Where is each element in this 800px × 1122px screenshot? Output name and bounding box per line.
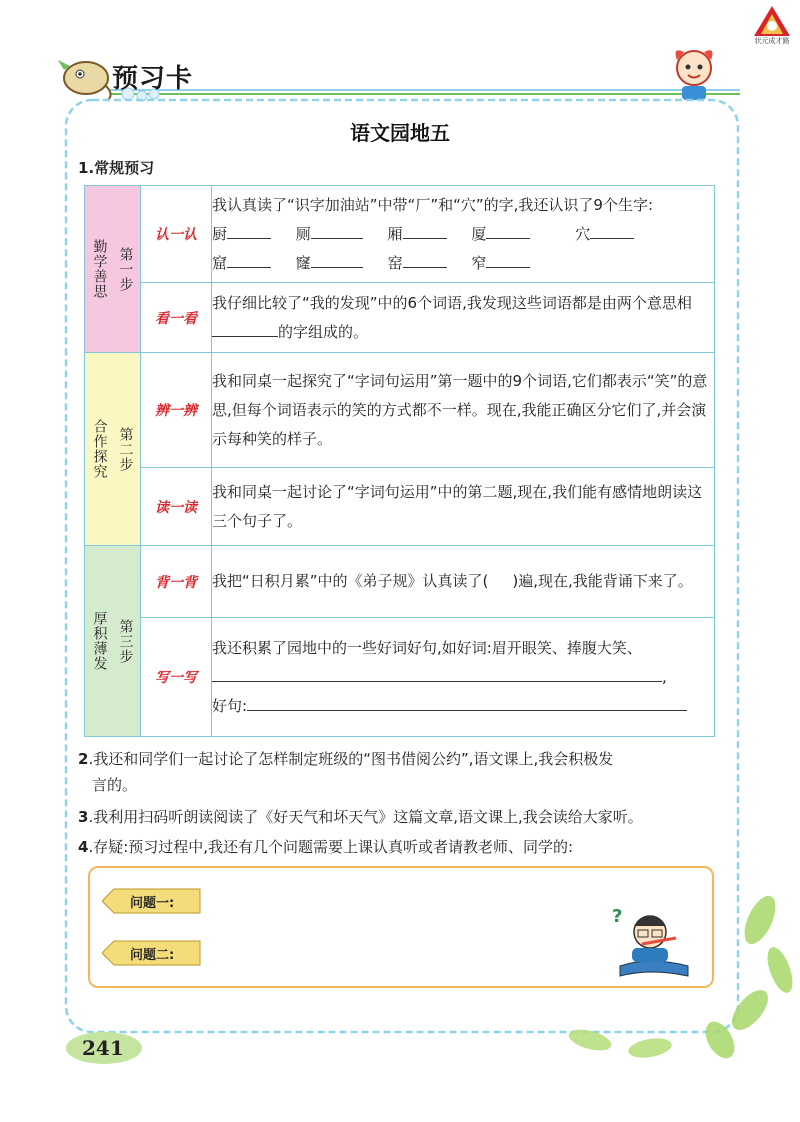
question-1-tag: [102, 888, 204, 914]
row-6-text-b: 好句:: [212, 696, 248, 715]
answer-blank[interactable]: [212, 665, 662, 682]
section-1-heading: [78, 155, 154, 181]
row-2-content: [212, 283, 715, 353]
row-2-text-a: 我仔细比较了“我的发现”中的6个词语,我发现这些词语都是由两个意思相: [212, 293, 692, 312]
table-row: [85, 353, 715, 468]
activity-label: 认一认: [141, 186, 212, 283]
mascot-figure-icon: [662, 42, 726, 104]
row-6-comma: ,: [662, 667, 667, 686]
row-5-text-a: 我把“日积月累”中的《弟子规》认真读了(: [212, 572, 489, 590]
item-2-continued: 言的。: [92, 776, 138, 794]
answer-blank[interactable]: [227, 251, 271, 268]
answer-blank[interactable]: [486, 222, 530, 239]
stage-2-motto: 合作探究: [91, 419, 108, 479]
char: 窄: [471, 253, 487, 272]
item-4: [78, 834, 728, 860]
row-5-content: [212, 546, 715, 618]
item-3-number: 3: [78, 808, 89, 826]
char: 厨: [212, 224, 228, 243]
item-3: [78, 804, 728, 830]
answer-blank[interactable]: [212, 320, 278, 337]
item-4-number: 4: [78, 838, 89, 856]
publisher-logo-icon: [752, 4, 792, 38]
stage-1-motto: 勤学善思: [91, 239, 108, 299]
char: 窟: [212, 253, 228, 272]
char: 厕: [295, 224, 311, 243]
table-row: [85, 186, 715, 283]
section-1-title: .常规预习: [88, 159, 155, 177]
question-2-label: 问题二:: [130, 948, 175, 963]
page-title: 语文园地五: [350, 121, 450, 145]
activity-label: 辨一辨: [141, 353, 212, 468]
answer-blank[interactable]: [590, 222, 634, 239]
stage-1-cell: [85, 186, 141, 353]
char-line-1: [212, 220, 714, 249]
char: 窑: [387, 253, 403, 272]
dragon-mascot-icon: [56, 50, 116, 102]
stage-3-step: 第三步: [117, 618, 134, 664]
activity-label: 写一写: [141, 618, 212, 737]
activity-label: 读一读: [141, 468, 212, 546]
item-2-number: 2: [78, 750, 89, 768]
row-5-text-b: )遍,现在,我能背诵下来了。: [512, 572, 693, 590]
svg-text:?: ?: [612, 906, 623, 927]
stage-1-step: 第一步: [117, 246, 134, 292]
header-title: 预习卡: [112, 64, 194, 94]
table-row: [85, 283, 715, 353]
item-4-text: .存疑:预习过程中,我还有几个问题需要上课认真听或者请教老师、同学的:: [88, 838, 574, 856]
row-1-text: 我认真读了“识字加油站”中带“厂”和“穴”的字,我还认识了9个生字:: [212, 195, 653, 214]
item-2-text: .我还和同学们一起讨论了怎样制定班级的“图书借阅公约”,语文课上,我会积极发: [88, 750, 614, 768]
answer-blank[interactable]: [227, 222, 271, 239]
stage-2-cell: [85, 353, 141, 546]
section-1-number: 1: [78, 159, 89, 177]
char: 穴: [575, 224, 591, 243]
row-4-content: 我和同桌一起讨论了“字词句运用”中的第二题,现在,我们能有感情地朗读这三个句子了。: [212, 468, 715, 546]
char-line-2: [212, 249, 714, 278]
answer-blank[interactable]: [486, 251, 530, 268]
answer-blank[interactable]: [247, 694, 687, 711]
leaves-decoration-icon: [700, 890, 800, 1060]
stage-2-step: 第二步: [117, 426, 134, 472]
answer-blank[interactable]: [311, 251, 363, 268]
row-2-text-b: 的字组成的。: [278, 322, 369, 341]
preview-table: [84, 185, 715, 737]
row-6-line-2: [212, 692, 714, 721]
thinking-boy-icon: [606, 900, 698, 980]
item-2: [78, 746, 728, 772]
row-1-content: [212, 186, 715, 283]
stage-3-cell: [85, 546, 141, 737]
answer-blank[interactable]: [311, 222, 363, 239]
page-number: 241: [82, 1036, 124, 1060]
table-row: [85, 618, 715, 737]
row-6-line-1: [212, 634, 714, 692]
activity-label: 背一背: [141, 546, 212, 618]
char: 厦: [471, 224, 487, 243]
leaves-bottom-icon: [560, 1020, 710, 1070]
stage-3-motto: 厚积薄发: [91, 611, 108, 671]
activity-label: 看一看: [141, 283, 212, 353]
publisher-logo-text: 状元成才路: [754, 37, 790, 45]
answer-blank[interactable]: [403, 251, 447, 268]
char: 窿: [295, 253, 311, 272]
row-3-content: 我和同桌一起探究了“字词句运用”第一题中的9个词语,它们都表示“笑”的意思,但每个词语表示的笑的方式都不一样。现在,我能正确区分它们了,并会演示每种笑的样子。: [212, 353, 715, 468]
table-row: [85, 546, 715, 618]
row-6-text-a: 我还积累了园地中的一些好词好句,如好词:眉开眼笑、捧腹大笑、: [212, 638, 642, 657]
answer-blank[interactable]: [403, 222, 447, 239]
row-6-content: [212, 618, 715, 737]
question-1-label: 问题一:: [130, 896, 175, 911]
table-row: [85, 468, 715, 546]
question-2-tag: [102, 940, 204, 966]
item-3-text: .我利用扫码听朗读阅读了《好天气和坏天气》这篇文章,语文课上,我会读给大家听。: [88, 808, 643, 826]
char: 厢: [387, 224, 403, 243]
